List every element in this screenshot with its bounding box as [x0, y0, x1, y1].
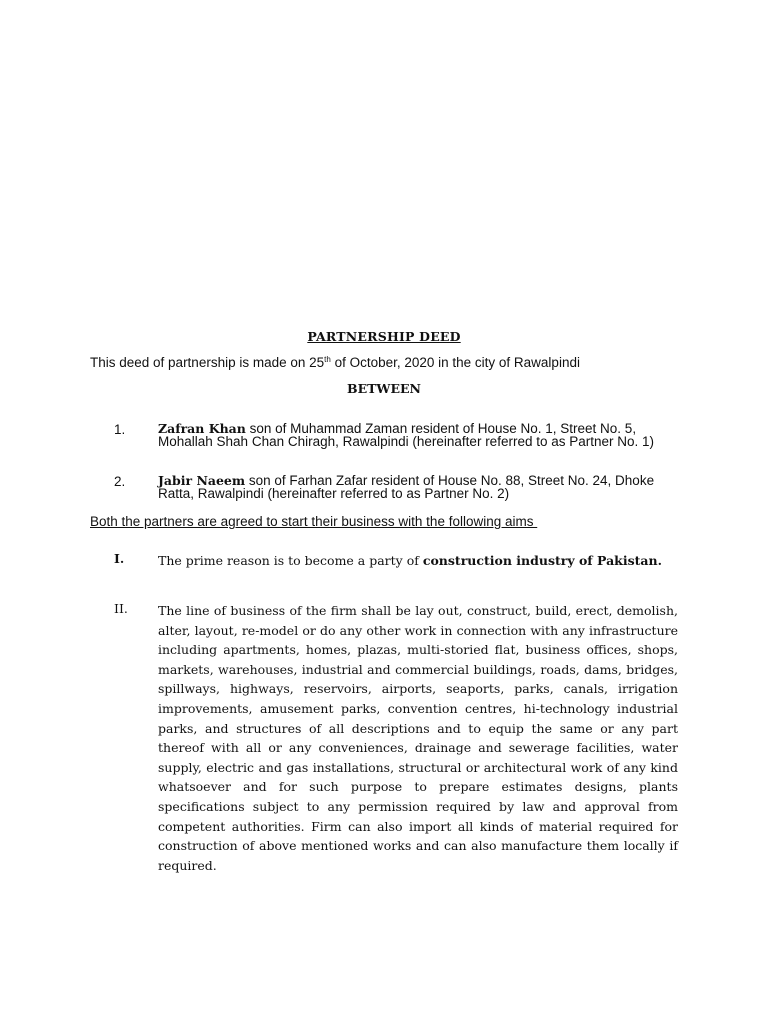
intro-date-suffix: th: [324, 355, 331, 364]
party-details: son of Muhammad Zaman resident of House No. 1, Street No. 5, Mohallah Shah Chan Chiragh, Rawalpindi (hereinafter referred to as Partner No. 1): [158, 421, 655, 449]
deed-intro: [90, 355, 730, 370]
aim-text-emphasis: construction industry of Pakistan.: [422, 553, 662, 568]
aim-text: [158, 551, 678, 571]
party-number: 2.: [114, 474, 126, 489]
aim-text: [158, 601, 678, 875]
party-name: Jabir Naeem: [158, 473, 246, 488]
aims-heading: Both the partners are agreed to start their business with the following aims: [90, 514, 538, 529]
aim-text-plain: The prime reason is to become a party of: [158, 553, 423, 568]
party-details: son of Farhan Zafar resident of House No. 88, Street No. 24, Dhoke Ratta, Rawalpindi (hereinafter referred to as Partner No. 2): [158, 473, 655, 501]
party-description: [158, 422, 668, 448]
deed-title: PARTNERSHIP DEED: [307, 329, 461, 344]
party-name: Zafran Khan: [158, 421, 246, 436]
intro-text-end: of October, 2020 in the city of Rawalpindi: [330, 355, 580, 370]
party-number: 1.: [114, 422, 126, 437]
aim-text-plain: The line of business of the firm shall be lay out, construct, build, erect, demolish, alter, layout, re-model or do any other work in connection with any infrastructure including apartments, homes, plazas, multi-storied flat, business offices, shops, markets, warehouses, industrial and commercial buildings, roads, dams, bridges, spillways, highways, reservoirs, airports, seaports, parks, canals, irrigation improvements, amusement parks, convention centres, hi-technology industrial parks, and structures of all descriptions and to equip the same or any part thereof with all or any conveniences, drainage and sewerage facilities, water supply, electric and gas installations, structural or architectural work of any kind whatsoever and for such purpose to prepare estimates designs, plants specifications subject to any permission required by law and approval from competent authorities. Firm can also import all kinds of material required for construction of above mentioned works and can also manufacture them locally if required.: [158, 603, 678, 873]
intro-text-start: This deed of partnership is made on 25: [90, 355, 325, 370]
aim-numeral: I.: [114, 551, 125, 566]
party-description: [158, 474, 668, 500]
between-heading: BETWEEN: [347, 381, 421, 396]
aim-numeral: II.: [114, 601, 128, 616]
